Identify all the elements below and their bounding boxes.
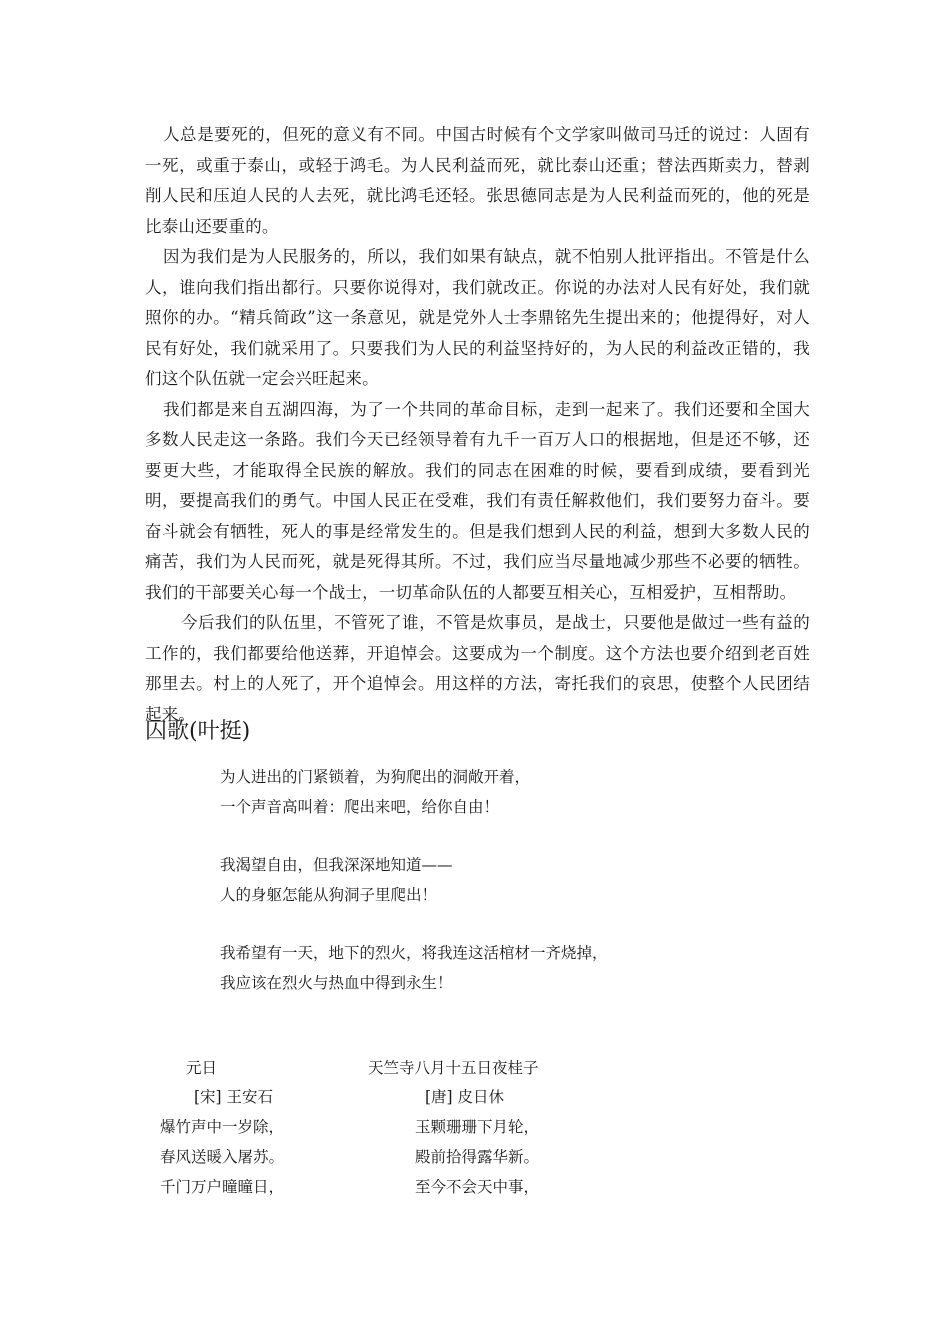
poem-line: 我应该在烈火与热血中得到永生！ [220,974,453,992]
right-poem-line: 玉颗珊珊下月轮， [415,1118,540,1136]
essay-body [145,120,810,730]
poem-line: 我渴望自由，但我深深地知道—— [220,856,453,874]
poem-line: 一个声音高叫着：爬出来吧，给你自由！ [220,798,500,816]
right-poem-author: [唐] 皮日休 [425,1088,505,1106]
poem-stanza-2 [220,850,780,910]
left-poem-author: [宋] 王安石 [194,1088,274,1106]
right-poem-line: 殿前拾得露华新。 [415,1148,540,1166]
essay-paragraph-3: 我们都是来自五湖四海，为了一个共同的革命目标，走到一起来了。我们还要和全国大多数人民走这一条路。我们今天已经领导着有九千一百万人口的根据地，但是还不够，还要更大些，才能取得全民族的解放。我们的同志在困难的时候，要看到成绩，要看到光明，要提高我们的勇气。中国人民正在受难，我们有责任解救他们，我们要努力奋斗。要奋斗就会有牺牲，死人的事是经常发生的。但是我们想到人民的利益，想到大多数人民的痛苦，我们为人民而死，就是死得其所。不过，我们应当尽量地减少那些不必要的牺牲。我们的干部要关心每一个战士，一切革命队伍的人都要互相关心，互相爱护，互相帮助。 [145,399,810,602]
left-poem-line: 春风送暖入屠苏。 [160,1148,285,1166]
poem-title: 囚歌(叶挺) [145,719,251,744]
poem-line: 人的身躯怎能从狗洞子里爬出！ [220,886,438,904]
essay-paragraph-1: 人总是要死的，但死的意义有不同。中国古时候有个文学家叫做司马迁的说过：人固有一死，或重于泰山，或轻于鸿毛。为人民利益而死，就比泰山还重；替法西斯卖力，替剥削人民和压迫人民的人去死，就比鸿毛还轻。张思德同志是为人民利益而死的，他的死是比泰山还要重的。 [145,125,810,236]
essay-paragraph-4: 今后我们的队伍里，不管死了谁，不管是炊事员，是战士，只要他是做过一些有益的工作的，我们都要给他送葬，开追悼会。这要成为一个制度。这个方法也要介绍到老百姓那里去。村上的人死了，开个追悼会。用这样的方法，寄托我们的哀思，使整个人民团结起来。 [145,613,810,724]
poem-line: 为人进出的门紧锁着，为狗爬出的洞敞开着， [220,768,531,786]
right-poem-title: 天竺寺八月十五日夜桂子 [368,1059,539,1077]
left-poem-line: 爆竹声中一岁除， [160,1118,285,1136]
poem-stanza-3 [220,938,780,998]
poem-body [220,762,780,1026]
poem-line: 我希望有一天，地下的烈火，将我连这活棺材一齐烧掉， [220,944,608,962]
poem-stanza-1 [220,762,780,822]
left-poem-title: 元日 [186,1059,218,1077]
right-poem-line: 至今不会天中事， [415,1178,540,1196]
essay-paragraph-2: 因为我们是为人民服务的，所以，我们如果有缺点，就不怕别人批评指出。不管是什么人，谁向我们指出都行。只要你说得对，我们就改正。你说的办法对人民有好处，我们就照你的办。“精兵简政”这一条意见，就是党外人士李鼎铭先生提出来的；他提得好，对人民有好处，我们就采用了。只要我们为人民的利益坚持好的，为人民的利益改正错的，我们这个队伍就一定会兴旺起来。 [145,247,810,388]
left-poem-line: 千门万户曈曈日， [160,1178,285,1196]
